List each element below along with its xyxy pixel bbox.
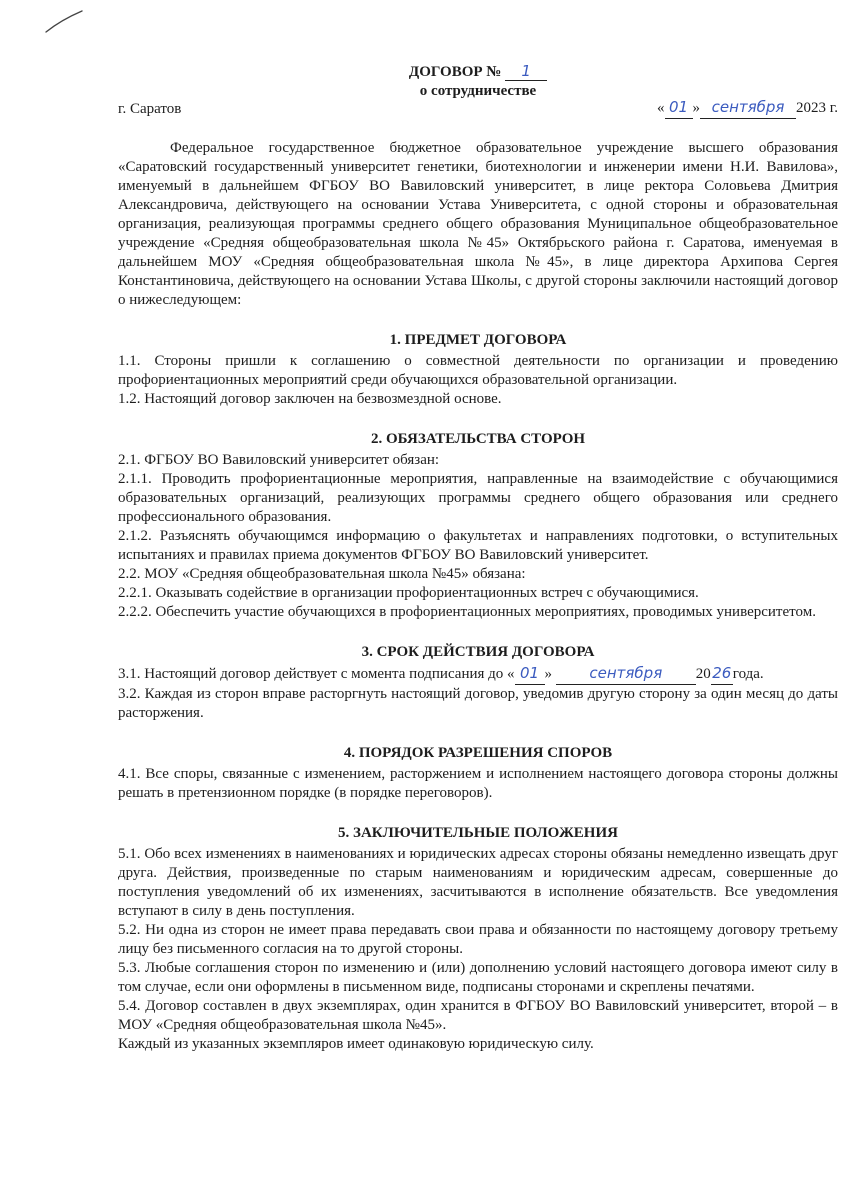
title-block xyxy=(118,62,838,100)
date-month-field xyxy=(700,98,796,119)
end-day-handwritten: 01 xyxy=(520,664,540,682)
section-5-title: 5. ЗАКЛЮЧИТЕЛЬНЫЕ ПОЛОЖЕНИЯ xyxy=(338,825,618,841)
document-subtitle: о сотрудничестве xyxy=(419,83,537,99)
clause-5-closing: Каждый из указанных экземпляров имеет одинаковую юридическую силу. xyxy=(118,1036,594,1052)
end-year-field xyxy=(711,664,733,685)
contract-number-field xyxy=(505,63,547,81)
section-3-title: 3. СРОК ДЕЙСТВИЯ ДОГОВОРА xyxy=(361,644,595,660)
date-day-handwritten: 01 xyxy=(668,98,689,116)
clause-5-3: 5.3. Любые соглашения сторон по изменению и (или) дополнению условий настоящего договора имеют силу в том случае, если они оформлены в письменном виде, подписаны сторонами и скреплены печатями. xyxy=(118,960,838,995)
end-day-field xyxy=(515,664,545,685)
end-year-handwritten: 26 xyxy=(712,664,732,682)
pen-stroke-mark xyxy=(44,8,84,36)
clause-2-1: 2.1. ФГБОУ ВО Вавиловский университет обязан: xyxy=(118,452,440,468)
date-quote-open: « xyxy=(657,100,665,116)
contract-number-handwritten: 1 xyxy=(521,62,531,80)
city-label: г. Саратов xyxy=(118,101,182,117)
date-day-field xyxy=(665,98,693,119)
clause-2-1-2: 2.1.2. Разъяснять обучающимся информацию о факультетах и направлениях подготовки, о вступительных испытаниях и правилах приема документов ФГБОУ ВО Вавиловский университет. xyxy=(118,528,838,563)
preamble-paragraph: Федеральное государственное бюджетное образовательное учреждение высшего образования «Саратовский государственный университет генетики, биотехнологии и инженерии имени Н.И. Вавилова», именуемый в дальнейшем ФГБОУ ВО Вавиловский университет, в лице ректора Соловьева Дмитрия Александровича, действующего на основании Устава Университета, с одной стороны и образовательная организация, реализующая программы среднего общего образования Муниципальное общеобразовательное учреждение «Средняя общеобразовательная школа №45» Октябрьского района г. Саратова, именуемая в дальнейшем МОУ «Средняя общеобразовательная школа №45», в лице директора Архипова Сергея Константиновича, действующего на основании Устава Школы, с другой стороны заключили настоящий договор о нижеследующем: xyxy=(118,140,838,308)
clause-3-1-text: 3.1. Настоящий договор действует с момента подписания до « xyxy=(118,666,515,682)
clause-4-1: 4.1. Все споры, связанные с изменением, расторжением и исполнением настоящего договора стороны должны решать в претензионном порядке (в порядке переговоров). xyxy=(118,766,838,801)
place-date-line xyxy=(118,98,838,119)
date-year: 2023 г. xyxy=(796,100,838,116)
date-quote-close: » xyxy=(692,100,701,116)
clause-1-2: 1.2. Настоящий договор заключен на безвозмездной основе. xyxy=(118,391,502,407)
clause-2-2-2: 2.2.2. Обеспечить участие обучающихся в профориентационных мероприятиях, проводимых университетом. xyxy=(118,604,816,620)
contract-document xyxy=(118,62,838,1054)
end-year-suffix: года. xyxy=(732,666,764,682)
end-month-field xyxy=(556,664,696,685)
section-1-title: 1. ПРЕДМЕТ ДОГОВОРА xyxy=(389,332,567,348)
clause-5-2: 5.2. Ни одна из сторон не имеет права передавать свои права и обязанности по настоящему договору третьему лицу без письменного согласия на то другой стороны. xyxy=(118,922,838,957)
clause-3-2: 3.2. Каждая из сторон вправе расторгнуть настоящий договор, уведомив другую сторону за один месяц до даты расторжения. xyxy=(118,686,838,721)
section-2-title: 2. ОБЯЗАТЕЛЬСТВА СТОРОН xyxy=(370,431,586,447)
document-title xyxy=(118,62,838,82)
title-text: ДОГОВОР № xyxy=(408,64,502,80)
date-month-handwritten: сентября xyxy=(711,98,785,116)
clause-5-1: 5.1. Обо всех изменениях в наименованиях и юридических адресах стороны обязаны немедленно извещать друг друга. Действия, произведенные по старым наименованиям и юридическим адресам, совершенные до поступления уведомлений об их изменениях, засчитываются в исполнение обязательств. Все уведомления вступают в силу в день поступления. xyxy=(118,846,838,919)
clause-2-1-1: 2.1.1. Проводить профориентационные мероприятия, направленные на взаимодействие с обучающимися образовательных организаций, реализующих программы среднего общего образования или среднего профессионального образования. xyxy=(118,471,838,525)
clause-5-4: 5.4. Договор составлен в двух экземплярах, один хранится в ФГБОУ ВО Вавиловский университет, второй – в МОУ «Средняя общеобразовательная школа №45». xyxy=(118,998,838,1033)
end-month-handwritten: сентября xyxy=(589,664,663,682)
end-quote-close: » xyxy=(544,666,553,682)
contract-date xyxy=(657,98,838,119)
clause-2-2: 2.2. МОУ «Средняя общеобразовательная школа №45» обязана: xyxy=(118,566,526,582)
clause-3-1 xyxy=(118,664,838,685)
clause-1-1: 1.1. Стороны пришли к соглашению о совместной деятельности по организации и проведению профориентационных мероприятий среди обучающихся образовательной организации. xyxy=(118,353,838,388)
end-year-prefix: 20 xyxy=(695,666,711,682)
clause-2-2-1: 2.2.1. Оказывать содействие в организации профориентационных встреч с обучающимися. xyxy=(118,585,699,601)
section-4-title: 4. ПОРЯДОК РАЗРЕШЕНИЯ СПОРОВ xyxy=(343,745,613,761)
